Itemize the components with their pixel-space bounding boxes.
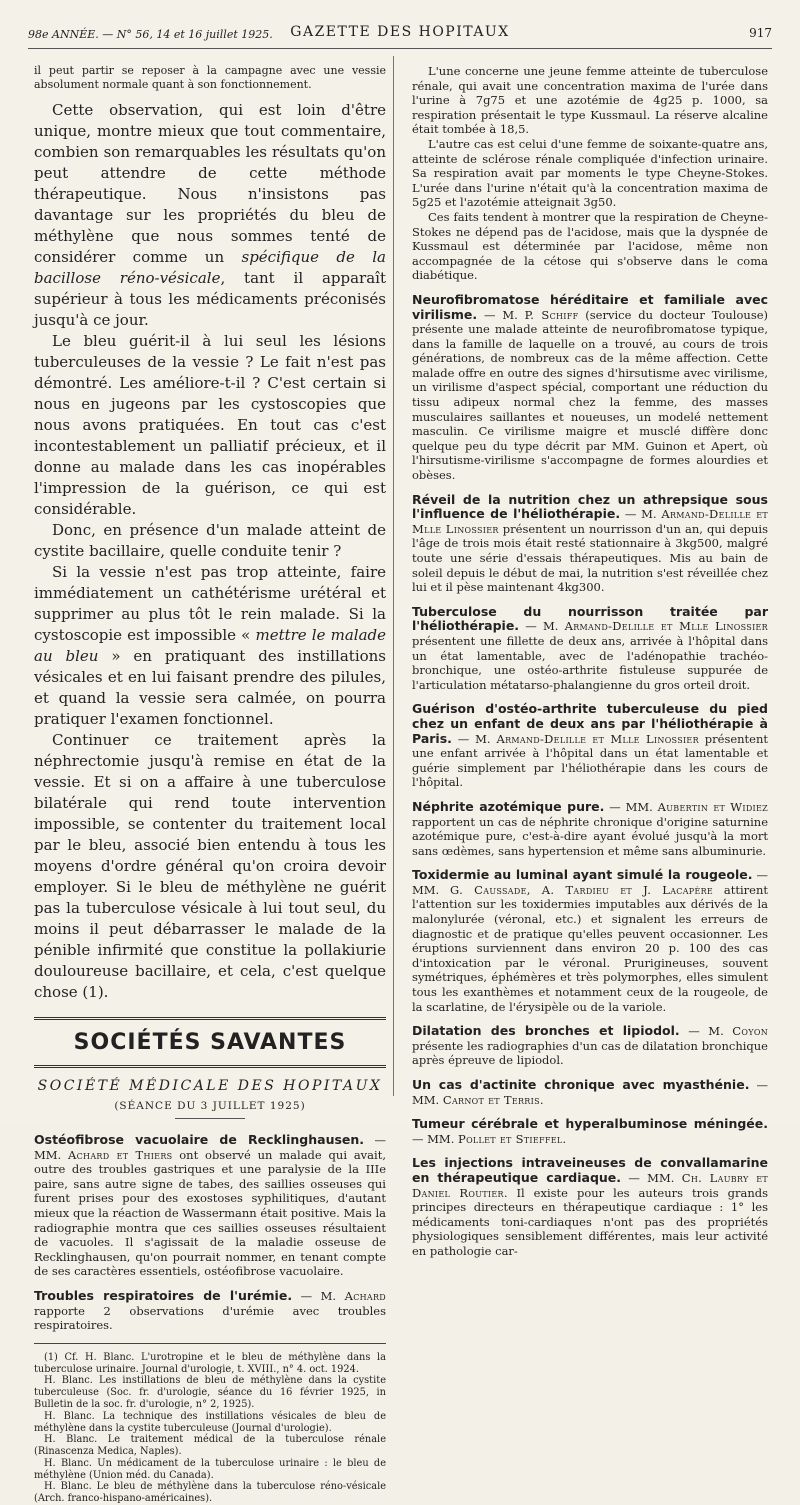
entry-title: Néphrite azotémique pure.: [412, 798, 605, 814]
entry-title: Troubles respiratoires de l'urémie.: [34, 1287, 293, 1303]
footnote: H. Blanc. Les instillations de bleu de méthylène dans la cystite tuberculeuse (Soc. fr. d'urologie, séance du 16 février 1925, in Bulletin de la soc. fr. d'urologie, n° 2, 1925).: [34, 1375, 386, 1410]
entry-authors: G. Caussade, A. Tardieu et J. Lacapère: [450, 882, 714, 897]
page-number: 917: [749, 26, 772, 40]
entry-authors: Armand-Delille et Mlle Linossier: [564, 619, 768, 634]
paragraph: Continuer ce traitement après la néphrectomie jusqu'à remise en état de la vessie. Et si on a affaire à une tuberculose bilatérale qui rend toute intervention impossible, se contenter du traitement local par le bleu, associé bien entendu à tous les moyens d'ordre général qu'on croira devoir employer. Si le bleu de méthylène ne guérit pas la tuberculose vésicale à lui tout seul, du moins il peut débarrasser le malade de la pénible infirmité que constitue la pollakiurie douloureuse bacillaire, et cela, c'est quelque chose (1).: [34, 731, 386, 1001]
double-rule: [34, 1065, 386, 1068]
paragraph: Si la vessie n'est pas trop atteinte, faire immédiatement un cathétérisme urétéral et supprimer au plus tôt le rein malade. Si la cystoscopie est impossible « mettre le malade au bleu » en pratiquant des instillations vésicales et en lui faisant prendre des pilules, et quand la vessie sera calmée, on pourra pratiquer l'examen fonctionnel.: [34, 563, 387, 728]
entry-title: Guérison d'ostéo-arthrite tuberculeuse du pied chez un enfant de deux ans par l'héliothérapie à Paris.: [412, 701, 768, 746]
footnote-rule: [34, 1343, 386, 1344]
entry-authors: Armand-Delille et Mlle Linossier: [412, 507, 768, 536]
entry-authors: Carnot et Terris: [442, 1092, 540, 1107]
footnotes: [34, 1352, 386, 1505]
entry-title: Ostéofibrose vacuolaire de Recklinghausen.: [34, 1132, 365, 1147]
report-entry: Les injections intraveineuses de convallamarine en thérapeutique cardiaque. — MM. Ch. Laubry et Daniel Routier. Il existe pour les auteurs trois grands principes directeurs en thérapeutique cardiaque : 1° les médicaments toni-cardiaques n'ont pas des propriétés physiologiques sensiblement différentes, mais leur activité en pathologie car-: [412, 1155, 769, 1258]
report-entry: Néphrite azotémique pure. — MM. Aubertin et Widiez rapportent un cas de néphrite chronique d'origine saturnine azotémique pure, c'est-à-dire ayant évolué jusqu'à la mort sans œdèmes, sans hypertension et même sans albuminurie.: [412, 798, 768, 858]
report-entry: Toxidermie au luminal ayant simulé la rougeole. — MM. G. Caussade, A. Tardieu et J. Lacapère attirent l'attention sur les toxidermies imputables aux dérivés de la malonylurée (véronal, etc.) et signalent les erreurs de diagnostic et de pratique qu'elles peuvent occasionner. Les éruptions surviennent dans environ 20 p. 100 des cas d'intoxication par le véronal. Prurigineuses, souvent symétriques, éphémères et très polymorphes, elles simulent tous les exanthèmes et notamment ceux de la rougeole, de la scarlatine, de l'érysipèle ou de la variole.: [412, 867, 768, 1014]
column-divider: [393, 56, 394, 1096]
paragraph: Donc, en présence d'un malade atteint de cystite bacillaire, quelle conduite tenir ?: [34, 521, 386, 560]
report-entry: Guérison d'ostéo-arthrite tuberculeuse du pied chez un enfant de deux ans par l'héliothérapie à Paris. — M. Armand-Delille et Mlle Linossier présentent une enfant arrivée à l'hôpital dans un état lamentable et guérie simplement par l'héliothérapie dans les cours de l'hôpital.: [412, 701, 769, 790]
entry-authors: Achard et Thiers: [68, 1147, 173, 1162]
entry-authors: Achard: [344, 1288, 387, 1303]
report-entry: Dilatation des bronches et lipiodol. — M. Coyon présente les radiographies d'un cas de dilatation bronchique après épreuve de lipiodol.: [412, 1023, 768, 1068]
left-column: [34, 64, 386, 1505]
report-entry: Réveil de la nutrition chez un athrepsique sous l'influence de l'héliothérapie. — M. Armand-Delille et Mlle Linossier présentent un nourrisson d'un an, qui depuis l'âge de trois mois était resté stationnaire à 3kg500, malgré toute une série d'essais thérapeutiques. Mis au bain de soleil depuis le début de mai, la nutrition s'est réveillée chez lui et il pèse maintenant 4kg300.: [412, 491, 768, 595]
report-entry: Un cas d'actinite chronique avec myasthénie. — MM. Carnot et Terris.: [412, 1077, 769, 1107]
entry-authors: Coyon: [732, 1024, 768, 1039]
report-entry: Neurofibromatose héréditaire et familiale avec virilisme. — M. P. Schiff (service du docteur Toulouse) présente une malade atteinte de neurofibromatose typique, dans la famille de laquelle on a trouvé, au cours de trois générations, de nombreux cas de la même affection. Cette malade offre en outre des signes d'hirsutisme avec virilisme, un virilisme d'aspect spécial, comportant une réduction du tissu adipeux normal chez la femme, des masses musculaires saillantes et noueuses, un modelé nettement masculin. Ce virilisme maigre et musclé diffère donc quelque peu du type décrit par MM. Guinon et Apert, où l'hirsutisme-virilisme s'accompagne de formes alourdies et obèses.: [412, 291, 769, 483]
issue-info: 98e ANNÉE. — N° 56, 14 et 16 juillet 1925.: [28, 28, 273, 41]
entry-title: Neurofibromatose héréditaire et familiale avec virilisme.: [412, 291, 768, 322]
entry-title: Réveil de la nutrition chez un athrepsique sous l'influence de l'héliothérapie.: [412, 491, 768, 522]
page-header: [28, 22, 772, 49]
footnote: H. Blanc. Le bleu de méthylène dans la tuberculose réno-vésicale (Arch. franco-hispano-américaines).: [34, 1481, 386, 1505]
paragraph: Ces faits tendent à montrer que la respiration de Cheyne-Stokes ne dépend pas de l'acidose, mais que la dyspnée de Kussmaul est déterminée par l'acidose, même non accompagnée de la cétose qui s'observe dans le coma diabétique.: [412, 209, 768, 283]
entry-authors: Ch. Laubry et Daniel Routier: [412, 1170, 768, 1200]
entry-title: Un cas d'actinite chronique avec myasthénie.: [412, 1077, 750, 1092]
double-rule: [34, 1017, 386, 1020]
journal-title: GAZETTE DES HOPITAUX: [290, 24, 510, 40]
report-entry: Tumeur cérébrale et hyperalbuminose méningée. — MM. Pollet et Stieffel.: [412, 1116, 768, 1146]
entry-authors: Aubertin et Widiez: [657, 799, 768, 814]
entry-authors: Pollet et Stieffel: [458, 1131, 563, 1146]
footnote: H. Blanc. Le traitement médical de la tuberculose rénale (Rinascenza Medica, Naples).: [34, 1434, 386, 1458]
continued-text: il peut partir se reposer à la campagne avec une vessie absolument normale quant à son fonctionnement.: [34, 64, 386, 91]
paragraph: Cette observation, qui est loin d'être unique, montre mieux que tout commentaire, combien son remarquables les résultats qu'on peut attendre de cette méthode thérapeutique. Nous n'insistons pas davantage sur les propriétés du bleu de méthylène que nous sommes tenté de considérer comme un spécifique de la bacillose réno-vésicale, tant il apparaît supérieur à tous les médicaments préconisés jusqu'à ce jour.: [34, 101, 386, 329]
footnote: (1) Cf. H. Blanc. L'urotropine et le bleu de méthylène dans la tuberculose urinaire. Journal d'urologie, t. XVIII., n° 4. oct. 1924.: [34, 1351, 386, 1375]
paragraph: Le bleu guérit-il à lui seul les lésions tuberculeuses de la vessie ? Le fait n'est pas démontré. Les améliore-t-il ? C'est certain si nous en jugeons par les cystoscopies que nous avons pratiquées. En tout cas c'est incontestablement un palliatif précieux, et il donne au malade dans les cas inopérables l'impression de la guérison, ce qui est considérable.: [34, 332, 386, 518]
entry-title: Dilatation des bronches et lipiodol.: [412, 1023, 680, 1039]
society-name: SOCIÉTÉ MÉDICALE DES HOPITAUX: [37, 1078, 383, 1094]
short-rule: [175, 1118, 245, 1119]
report-entry: Ostéofibrose vacuolaire de Recklinghausen. — MM. Achard et Thiers ont observé un malade qui avait, outre des troubles gastriques et une paralysie de la IIIe paire, sans autre signe de tabes, des saillies osseuses qui furent prises pour des exostoses syphilitiques, d'autant mieux que la réaction de Wassermann était positive. Mais la radiographie montra que ces saillies osseuses résultaient de vacuoles. Il s'agissait de la maladie osseuse de Recklinghausen, qu'on pourrait nommer, en tenant compte de ses caractères essentiels, ostéofibrose vacuolaire.: [34, 1132, 387, 1279]
entry-title: Les injections intraveineuses de convallamarine en thérapeutique cardiaque.: [412, 1155, 768, 1185]
entry-title: Toxidermie au luminal ayant simulé la rougeole.: [412, 867, 753, 883]
footnote: H. Blanc. Un médicament de la tuberculose urinaire : le bleu de méthylène (Union méd. du Canada).: [34, 1457, 386, 1481]
paragraph: L'une concerne une jeune femme atteinte de tuberculose rénale, qui avait une concentration maxima de l'urée dans l'urine à 7g75 et une azotémie de 4g25 p. 1000, sa respiration présentait le type Kussmaul. La réserve alcaline était tombée à 18,5.: [412, 64, 768, 137]
footnote: H. Blanc. La technique des instillations vésicales de bleu de méthylène dans la cystite tuberculeuse (Journal d'urologie).: [34, 1410, 386, 1434]
paragraph: L'autre cas est celui d'une femme de soixante-quatre ans, atteinte de sclérose rénale compliquée d'infection urinaire. Sa respiration avait par moments le type Cheyne-Stokes. L'urée dans l'urine n'était qu'à la concentration maxima de 5g25 et l'azotémie atteignait 3g50.: [412, 136, 768, 210]
section-title: SOCIÉTÉS SAVANTES: [73, 1030, 347, 1055]
entry-title: Tuberculose du nourrisson traitée par l'héliothérapie.: [412, 603, 768, 634]
session-date: (SÉANCE DU 3 JUILLET 1925): [114, 1100, 306, 1112]
right-column: [412, 64, 768, 1269]
entry-title: Tumeur cérébrale et hyperalbuminose méningée.: [412, 1116, 768, 1132]
report-entry: Tuberculose du nourrisson traitée par l'héliothérapie. — M. Armand-Delille et Mlle Linossier présentent une fillette de deux ans, arrivée à l'hôpital dans un état lamentable, avec de l'adénopathie trachéo-bronchique, une ostéo-arthrite fistuleuse suppurée de l'articulation métatarso-phalangienne du gros orteil droit.: [412, 603, 768, 692]
entry-authors: P. Schiff: [524, 307, 579, 322]
section-header: [34, 1017, 386, 1119]
report-entry: Troubles respiratoires de l'urémie. — M. Achard rapporte 2 observations d'urémie avec troubles respiratoires.: [34, 1287, 387, 1333]
entry-authors: Armand-Delille et Mlle Linossier: [496, 731, 699, 746]
